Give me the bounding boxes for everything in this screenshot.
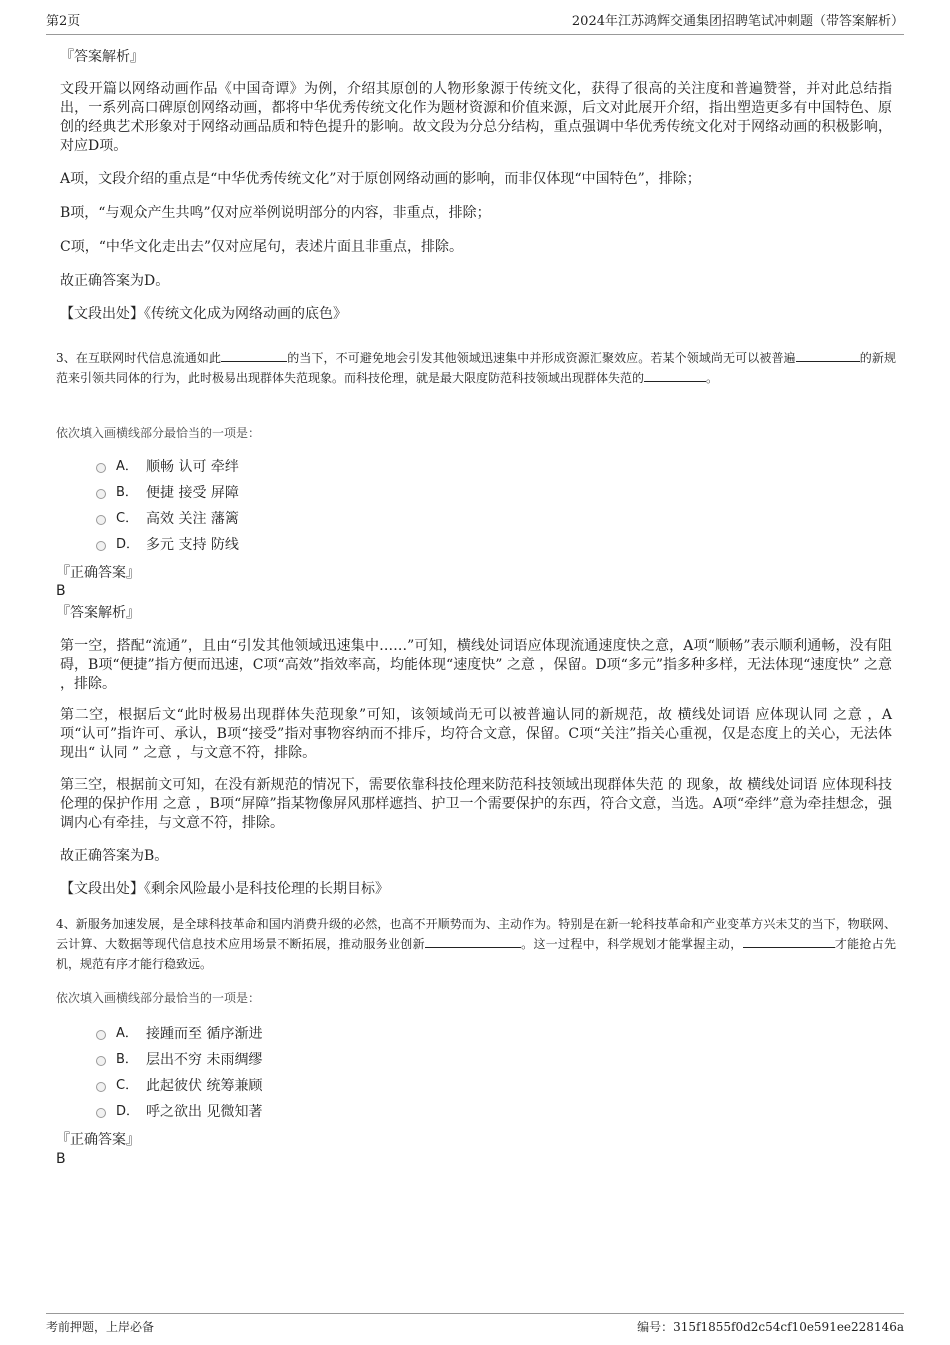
option-a[interactable]: A． 接踵而至 循序渐进 [96, 1025, 262, 1043]
option-d[interactable]: D． 呼之欲出 见微知著 [96, 1103, 262, 1121]
analysis-conclusion: 故正确答案为B。 [60, 848, 169, 864]
document-title: 2024年江苏鸿辉交通集团招聘笔试冲刺题（带答案解析） [571, 14, 904, 29]
option-b[interactable]: B． 便捷 接受 屏障 [96, 484, 239, 502]
source-citation: 【文段出处】《剩余风险最小是科技伦理的长期目标》 [60, 881, 389, 897]
question-prompt: 依次填入画横线部分最恰当的一项是： [56, 991, 261, 1005]
option-c[interactable]: C． 高效 关注 藩篱 [96, 510, 239, 528]
page-number: 第2页 [46, 14, 81, 29]
analysis-paragraph: C项，“中华文化走出去”仅对应尾句，表述片面且非重点，排除。 [60, 239, 464, 255]
analysis-paragraph: 第三空，根据前文可知，在没有新规范的情况下，需要依靠科技伦理来防范科技领域出现群体失范 的 现象，故 横线处词语 应体现科技伦理的保护作用 之意 ，B项“屏障”指某物像屏风那样遮挡、护卫一个需要保护的东西，符合文意，当选。A项“牵绊”意为牵挂想念，强调内心有牵挂，与文意不符，排除。 [60, 777, 892, 831]
radio-icon[interactable] [96, 541, 106, 551]
analysis-paragraph: 文段开篇以网络动画作品《中国奇谭》为例，介绍其原创的人物形象源于传统文化，获得了很高的关注度和普遍赞誉，并对此总结指出，一系列高口碑原创网络动画，都将中华优秀传统文化作为题材资源和价值来源，后文对此展开介绍，指出塑造更多有中国特色、原创的经典艺术形象对于网络动画品质和特色提升的影响。故文段为分总分结构，重点强调中华优秀传统文化对于网络动画的积极影响，对应D项。 [60, 81, 892, 154]
radio-icon[interactable] [96, 489, 106, 499]
question-prompt: 依次填入画横线部分最恰当的一项是： [56, 426, 261, 440]
analysis-paragraph: A项，文段介绍的重点是“中华优秀传统文化”对于原创网络动画的影响，而非仅体现“中国特色”，排除； [60, 171, 701, 187]
question-stem: 4、新服务加速发展，是全球科技革命和国内消费升级的必然，也高不开顺势而为、主动作为。特别是在新一轮科技革命和产业变革方兴未艾的当下，物联网、云计算、大数据等现代信息技术应用场景不断拓展，推动服务业创新 。这一过程中，科学规划才能掌握主动， 才能抢占先机，规范有序才能行稳致远。 [56, 917, 896, 971]
page-footer [46, 1313, 904, 1337]
fill-blank [796, 348, 860, 362]
radio-icon[interactable] [96, 1082, 106, 1092]
fill-blank [221, 348, 287, 362]
fill-blank [743, 934, 835, 948]
option-d[interactable]: D． 多元 支持 防线 [96, 536, 239, 554]
radio-icon[interactable] [96, 515, 106, 525]
radio-icon[interactable] [96, 1056, 106, 1066]
analysis-conclusion: 故正确答案为D。 [60, 273, 170, 289]
fill-blank [644, 368, 706, 382]
footer-slogan: 考前押题，上岸必备 [46, 1320, 155, 1334]
analysis-label: 『答案解析』 [60, 49, 144, 65]
question-stem: 3、在互联网时代信息流通如此 的当下，不可避免地会引发其他领域迅速集中并形成资源汇聚效应。若某个领域尚无可以被普遍 的新规范来引领共同体的行为，此时极易出现群体失范现象。而科技伦理，就是最大限度防范科技领域出现群体失范的 。 [56, 348, 896, 388]
source-citation: 【文段出处】《传统文化成为网络动画的底色》 [60, 306, 347, 322]
analysis-paragraph: B项，“与观众产生共鸣”仅对应举例说明部分的内容，非重点，排除； [60, 205, 491, 221]
correct-answer: B [56, 1151, 66, 1167]
fill-blank [425, 934, 521, 948]
option-a[interactable]: A． 顺畅 认可 牵绊 [96, 458, 239, 476]
correct-answer: B [56, 583, 66, 599]
answer-label: 『正确答案』 [56, 1132, 140, 1148]
radio-icon[interactable] [96, 1108, 106, 1118]
analysis-label: 『答案解析』 [56, 605, 140, 621]
analysis-paragraph: 第二空，根据后文“此时极易出现群体失范现象”可知，该领域尚无可以被普遍认同的新规范，故 横线处词语 应体现认同 之意 ，A项“认可”指许可、承认，B项“接受”指对事物容纳而不排斥，均符合文意，保留。C项“关注”指关心重视，仅是态度上的关心，无法体现出“ 认同 ” 之意 ，与文意不符，排除。 [60, 707, 892, 761]
option-c[interactable]: C． 此起彼伏 统筹兼顾 [96, 1077, 262, 1095]
analysis-paragraph: 第一空，搭配“流通”，且由“引发其他领域迅速集中……”可知，横线处词语应体现流通速度快之意，A项“顺畅”表示顺利通畅，没有阻碍，B项“便捷”指方便而迅速，C项“高效”指效率高，均能体现“速度快” 之意 ，保留。D项“多元”指多种多样，无法体现“速度快” 之意 ，排除。 [60, 638, 892, 692]
answer-label: 『正确答案』 [56, 565, 140, 581]
document-id: 编号：315f1855f0d2c54cf10e591ee228146a [637, 1320, 904, 1334]
radio-icon[interactable] [96, 1030, 106, 1040]
page-header [46, 12, 904, 35]
option-b[interactable]: B． 层出不穷 未雨绸缪 [96, 1051, 262, 1069]
radio-icon[interactable] [96, 463, 106, 473]
